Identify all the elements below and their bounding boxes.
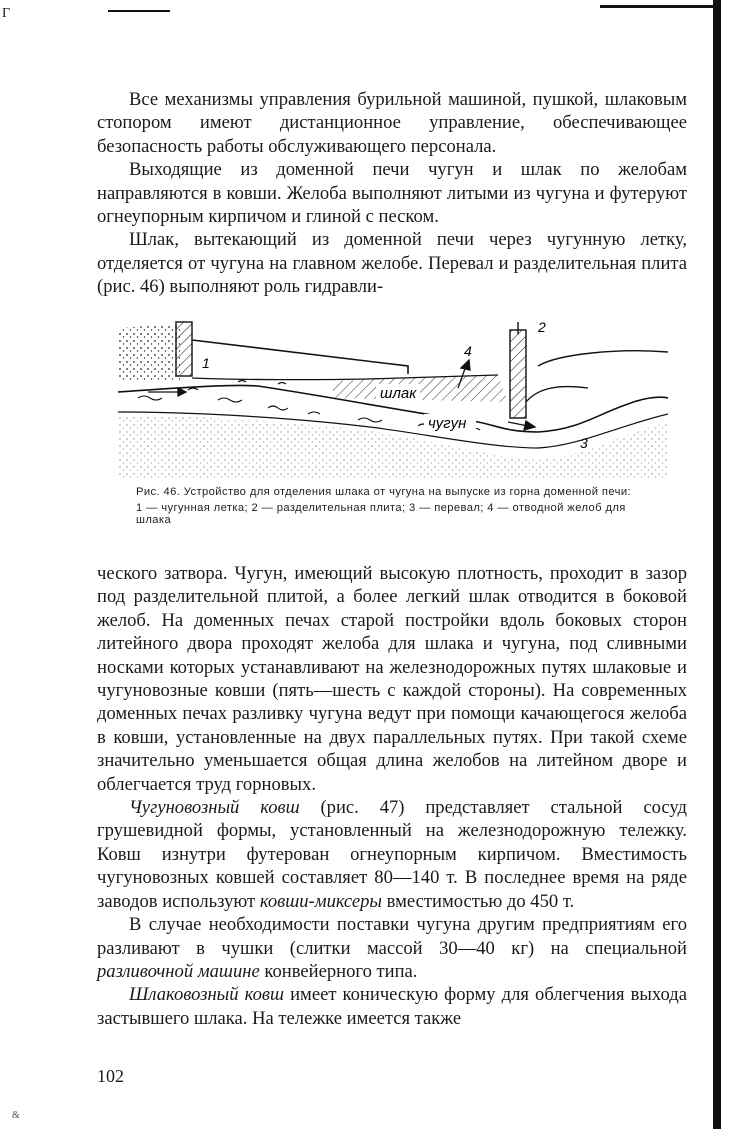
paragraph: ческого затвора. Чугун, имеющий высокую плотность, проходит в зазор под разделительной плитой, а более легкий шлак отводится в боковой желоб. На доменных печах старой постройки вдоль боковых сторон литейного двора проходят желоба для шлака и чугуна, под сливными носками которых устанавливают на железнодорожных путях шлаковые и чугуновозные ковши (пять—шесть с каждой стороны). На современных доменных печах разливку чугуна ведут при помощи качающегося желоба в ковши, установленные на двух параллельных путях. При такой схеме значительно уменьшается общая длина желобов на литейном дворе и облегчается труд горновых. <box>97 563 687 795</box>
paragraph: Все механизмы управления бурильной машиной, пушкой, шлаковым стопором имеют дистанционное управление, обеспечивающее безопасность работы обслуживающего персонала. <box>97 89 687 157</box>
paragraph: Чугуновозный ковш (рис. 47) представляет стальной сосуд грушевидной формы, установленный на железнодорожную тележку. Ковш изнутри футерован огнеупорным кирпичом. Вместимость чугуновозных ковшей составляет 80—140 т. В последнее время на ряде заводов используют ковши-миксеры вместимостью до 450 т. <box>97 797 687 912</box>
tap-hole-block <box>176 322 192 376</box>
label-1: 1 <box>202 355 210 371</box>
top-left-rule <box>108 10 170 12</box>
term: ковши-миксеры <box>259 890 383 912</box>
label-slag: шлак <box>380 385 417 402</box>
separating-plate <box>510 330 526 418</box>
label-3: 3 <box>580 435 588 451</box>
paragraph: Шлак, вытекающий из доменной печи через чугунную летку, отделяется от чугуна на главном желобе. Перевал и разделительная плита (рис. 46) выполняют роль гидравли- <box>97 229 687 298</box>
corner-mark: Г <box>2 6 11 21</box>
caption-title: Рис. 46. Устройство для отделения шлака от чугуна на выпуске из горна доменной печи: <box>136 486 632 498</box>
text-block-top <box>97 88 687 299</box>
label-4: 4 <box>464 343 472 359</box>
top-right-rule <box>600 5 718 8</box>
overflow-weir <box>526 387 588 402</box>
text-block-bottom <box>97 562 687 1030</box>
figure-caption <box>136 486 656 527</box>
label-iron: чугун <box>428 415 467 432</box>
term: Шлаковозный ковш <box>129 984 285 1006</box>
paragraph: В случае необходимости поставки чугуна другим предприятиям его разливают в чушки (слитки массой 30—40 кг) на специальной разливочной машине конвейерного типа. <box>97 914 687 982</box>
page-number: 102 <box>97 1066 124 1086</box>
caption-legend: 1 — чугунная летка; 2 — разделительная плита; 3 — перевал; 4 — отводной желоб для шлака <box>136 501 626 527</box>
figure-46-diagram <box>118 318 668 478</box>
paragraph: Шлаковозный ковш имеет коническую форму для облегчения выхода застывшего шлака. На тележке имеется также <box>97 984 687 1029</box>
page-edge-bar <box>713 0 721 1129</box>
term: Чугуновозный ковш <box>129 797 300 819</box>
refractory-mass <box>118 324 180 382</box>
trough-top-edge <box>192 340 408 374</box>
margin-mark: & <box>12 1110 20 1121</box>
trough-right-edge <box>538 351 668 366</box>
term: разливочной машине <box>97 960 260 982</box>
label-2: 2 <box>538 319 546 335</box>
paragraph: Выходящие из доменной печи чугун и шлак по желобам направляются в ковши. Желоба выполняют литыми из чугуна и футеруют огнеупорным кирпичом и глиной с песком. <box>97 159 687 228</box>
